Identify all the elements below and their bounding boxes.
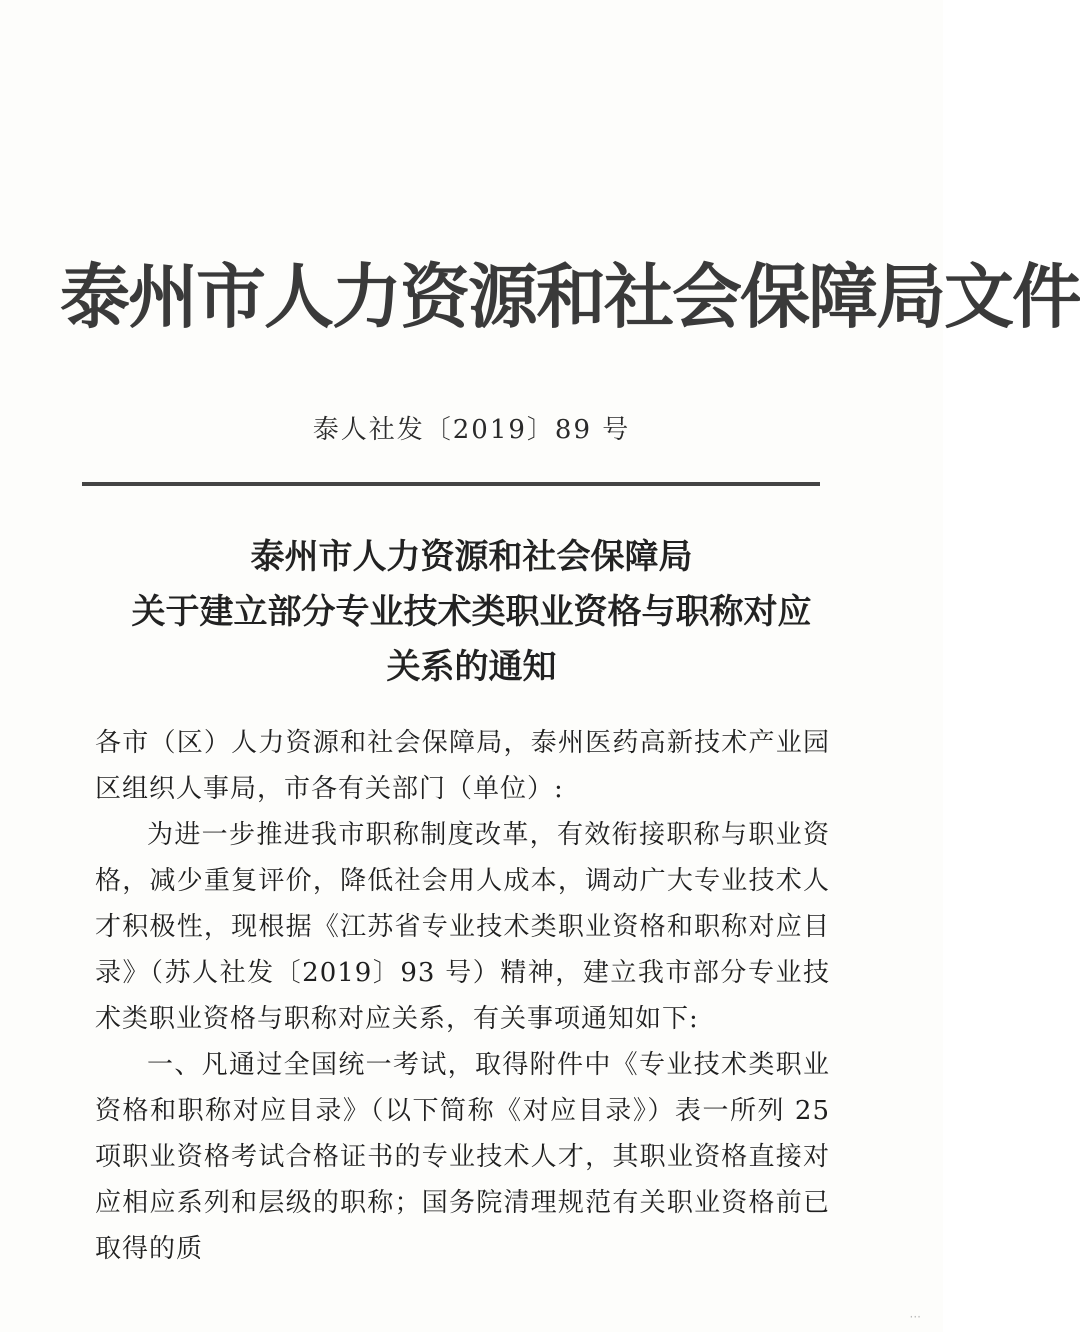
notice-title	[70, 530, 873, 695]
salutation: 各市（区）人力资源和社会保障局，泰州医药高新技术产业园区组织人事局，市各有关部门（单位）:	[95, 728, 830, 804]
issuing-authority-header: 泰州市人力资源和社会保障局文件	[60, 256, 1080, 338]
document-number: 泰人社发〔2019〕89 号	[312, 415, 631, 445]
notice-title-line: 关于建立部分专业技术类职业资格与职称对应	[131, 592, 812, 632]
notice-title-line: 泰州市人力资源和社会保障局	[250, 537, 693, 577]
scan-watermark: ···	[909, 1310, 921, 1324]
header-divider	[82, 482, 820, 486]
notice-body	[95, 720, 830, 1272]
notice-title-line: 关系的通知	[386, 647, 557, 687]
body-paragraph: 一、凡通过全国统一考试，取得附件中《专业技术类职业资格和职称对应目录》（以下简称《对应目录》）表一所列 25 项职业资格考试合格证书的专业技术人才，其职业资格直接对应相应系列和层级的职称；国务院清理规范有关职业资格前已取得的质	[95, 1050, 830, 1264]
body-paragraph: 为进一步推进我市职称制度改革，有效衔接职称与职业资格，减少重复评价，降低社会用人成本，调动广大专业技术人才积极性，现根据《江苏省专业技术类职业资格和职称对应目录》（苏人社发〔2019〕93 号）精神，建立我市部分专业技术类职业资格与职称对应关系，有关事项通知如下:	[95, 820, 830, 1034]
